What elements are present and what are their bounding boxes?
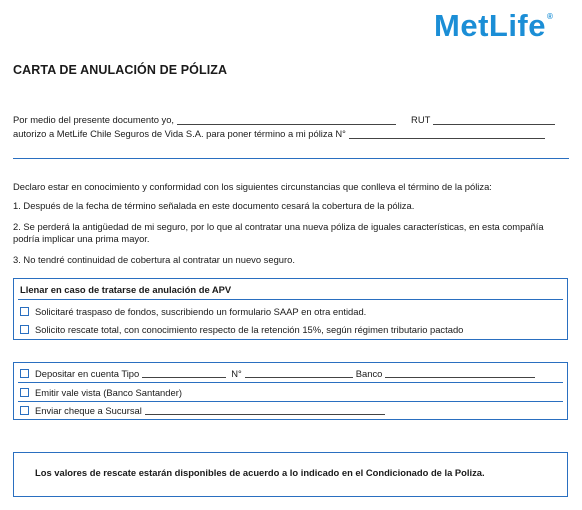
intro-prefix: Por medio del presente documento yo,	[13, 114, 175, 125]
payment-divider-1	[18, 382, 563, 383]
bank-label: Banco	[355, 368, 383, 379]
metlife-logo: MetLife®	[434, 8, 554, 43]
apv-option-rescue[interactable]	[20, 324, 463, 335]
rut-label: RUT	[411, 114, 431, 125]
apv-option-rescue-label: Solicito rescate total, con conocimiento respecto de la retención 15%, según régimen tributario pactado	[35, 324, 464, 335]
apv-box	[13, 278, 568, 340]
checkbox[interactable]	[20, 307, 29, 316]
account-number-field[interactable]	[245, 369, 353, 378]
deposit-option[interactable]	[20, 368, 538, 379]
declaration-lead: Declaro estar en conocimiento y conformidad con los siguientes circunstancias que conlleva el término de la póliza:	[13, 181, 492, 192]
payment-box	[13, 362, 568, 420]
account-number-label: N°	[231, 368, 242, 379]
apv-option-transfer-label: Solicitaré traspaso de fondos, suscribiendo un formulario SAAP en otra entidad.	[35, 306, 367, 317]
section-divider	[13, 158, 569, 159]
rut-field[interactable]	[433, 116, 555, 125]
checkbox[interactable]	[20, 388, 29, 397]
declaration-item-2: 2. Se perderá la antigüedad de mi seguro, por lo que al contratar una nueva póliza de iguales características, en esta compañía podría implicar una prima mayor.	[13, 221, 544, 244]
cheque-label: Enviar cheque a Sucursal	[35, 405, 142, 416]
cheque-option[interactable]	[20, 405, 388, 416]
vale-vista-label: Emitir vale vista (Banco Santander)	[35, 387, 182, 398]
checkbox[interactable]	[20, 325, 29, 334]
page-title: CARTA DE ANULACIÓN DE PÓLIZA	[13, 63, 228, 77]
declaration-item-1: 1. Después de la fecha de término señalada en este documento cesará la cobertura de la póliza.	[13, 200, 415, 211]
account-type-field[interactable]	[142, 369, 226, 378]
apv-option-transfer[interactable]	[20, 306, 366, 317]
checkbox[interactable]	[20, 369, 29, 378]
apv-divider	[18, 299, 563, 300]
bank-field[interactable]	[385, 369, 535, 378]
policy-prefix: autorizo a MetLife Chile Seguros de Vida S.A. para poner término a mi póliza N°	[13, 128, 346, 139]
name-field[interactable]	[177, 116, 396, 125]
intro-line-policy	[13, 128, 548, 139]
branch-field[interactable]	[145, 406, 385, 415]
apv-heading: Llenar en caso de tratarse de anulación de APV	[20, 284, 232, 295]
vale-vista-option[interactable]	[20, 387, 182, 398]
registered-mark: ®	[547, 12, 554, 21]
payment-divider-2	[18, 401, 563, 402]
deposit-label: Depositar en cuenta Tipo	[35, 368, 140, 379]
checkbox[interactable]	[20, 406, 29, 415]
intro-line-name	[13, 114, 558, 125]
rescue-values-note: Los valores de rescate estarán disponibles de acuerdo a lo indicado en el Condicionado de la Poliza.	[35, 467, 485, 478]
policy-number-field[interactable]	[349, 130, 545, 139]
note-box	[13, 452, 568, 497]
declaration-item-3: 3. No tendré continuidad de cobertura al contratar un nuevo seguro.	[13, 254, 295, 265]
